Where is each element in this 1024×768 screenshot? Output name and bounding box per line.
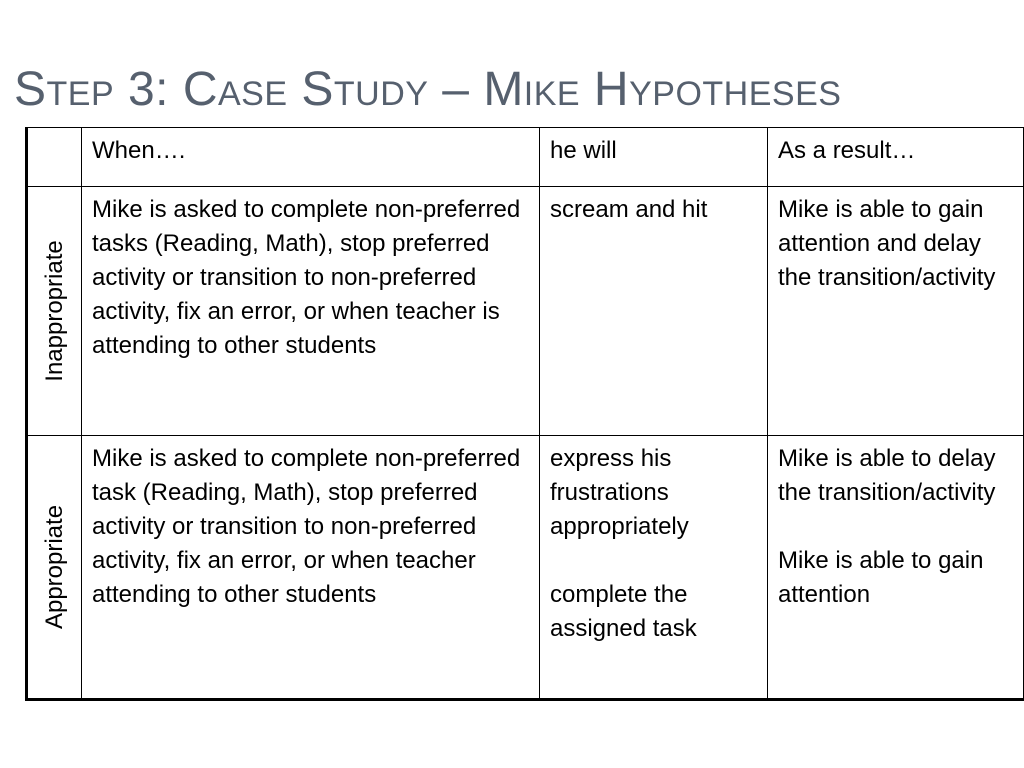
cell-result-appropriate: [768, 436, 1024, 700]
slide-title: Step 3: Case Study – Mike Hypotheses: [14, 63, 842, 116]
table-header-row: [27, 128, 1024, 187]
table-row-inappropriate: [27, 187, 1024, 436]
cell-he-will-inappropriate: [540, 187, 768, 436]
result-item: Mike is able to gain attention: [778, 547, 984, 608]
header-he-will: he will: [540, 128, 768, 187]
header-when: When….: [82, 128, 540, 187]
result-item: Mike is able to delay the transition/activity: [778, 445, 996, 506]
cell-when-inappropriate: Mike is asked to complete non-preferred tasks (Reading, Math), stop preferred activity or transition to non-preferred activity, fix an error, or when teacher is attending to other students: [82, 187, 540, 436]
cell-when-appropriate: Mike is asked to complete non-preferred task (Reading, Math), stop preferred activity or transition to non-preferred activity, fix an error, or when teacher attending to other students: [82, 436, 540, 700]
cell-result-inappropriate: [768, 187, 1024, 436]
row-label-inappropriate: Inappropriate: [40, 240, 68, 382]
result-item: Mike is able to gain attention and delay the transition/activity: [778, 196, 996, 291]
he-will-item: express his frustrations appropriately: [550, 445, 689, 540]
row-label-cell: [27, 436, 82, 700]
row-label-appropriate: Appropriate: [40, 504, 68, 630]
corner-cell: [27, 128, 82, 187]
he-will-item: scream and hit: [550, 196, 708, 223]
table-row-appropriate: [27, 436, 1024, 700]
he-will-item: complete the assigned task: [550, 581, 697, 642]
row-label-cell: [27, 187, 82, 436]
cell-he-will-appropriate: [540, 436, 768, 700]
hypotheses-table: [25, 127, 1024, 701]
header-result: As a result…: [768, 128, 1024, 187]
